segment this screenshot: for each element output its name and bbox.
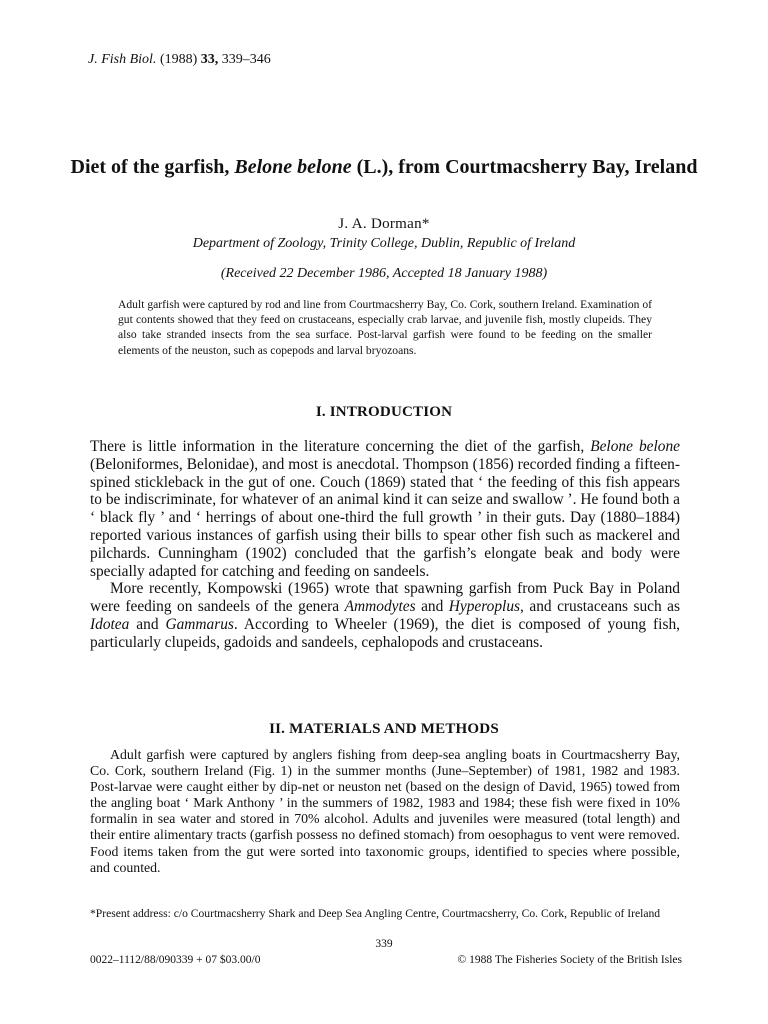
copyright-notice: © 1988 The Fisheries Society of the British Isles [457,954,682,966]
intro-p2-genus-4: Gammarus [165,615,234,633]
journal-year: (1988) [159,52,198,67]
intro-p1-species: Belone belone [590,438,680,455]
journal-citation [88,52,271,68]
paper-title [60,156,708,179]
abstract: Adult garfish were captured by rod and line from Courtmacsherry Bay, Co. Cork, southern Ireland. Examination of gut contents showed that they feed on crustaceans, especially crab larvae, and juvenile fish, mostly clupeids. They also take stranded insects from the sea surface. Post-larval garfish were found to be feeding on the smaller elements of the neuston, such as copepods and larval bryozoans. [118,298,652,357]
title-part-1: Diet of the garfish, [70,156,235,178]
intro-p2-genus-1: Ammodytes [344,598,416,616]
journal-pages: 339–346 [221,52,271,67]
received-dates: (Received 22 December 1986, Accepted 18 January 1988) [220,266,548,281]
introduction-heading: I. INTRODUCTION [315,404,453,420]
journal-volume: 33, [200,52,219,67]
article-code: 0022–1112/88/090339 + 07 $03.00/0 [90,954,261,966]
page-number: 339 [375,938,393,950]
intro-p2-text-a: More recently, Kompowski (1965) wrote that spawning garfish from Puck Bay in Poland were feeding on sandeels of the genera [90,580,680,616]
intro-p2-and-2: and [129,615,166,633]
methods-paragraph-1: Adult garfish were captured by anglers fishing from deep-sea angling boats in Courtmacsherry Bay, Co. Cork, southern Ireland (Fig. 1) in the summer months (June–September) of 1981, 1982 and 1983. Post-larvae were caught either by dip-net or neuston net (based on the design of David, 1965) towed from the angling boat ‘ Mark Anthony ’ in the summers of 1982, 1983 and 1984; these fish were fixed in 10% formalin in sea water and stored in 70% alcohol. Adults and juveniles were measured (total length) and their entire alimentary tracts (garfish possess no defined stomach) from oesophagus to vent were removed. Food items taken from the gut were sorted into taxonomic groups, identified to species where possible, and counted. [90,747,680,875]
methods-body [90,747,680,876]
intro-p2-genus-3: Idotea [90,615,130,633]
intro-paragraph-2 [90,580,680,651]
intro-p2-text-c: . According to Wheeler (1969), the diet is composed of young fish, particularly clupeids, gadoids and sandeels, cephalopods and crustaceans. [90,615,680,651]
footnote: *Present address: c/o Courtmacsherry Shark and Deep Sea Angling Centre, Courtmacsherry, Co. Cork, Republic of Ireland [90,907,661,920]
intro-p2-genus-2: Hyperoplus [448,598,521,616]
intro-paragraph-1 [90,438,680,580]
title-species: Belone belone [234,156,352,178]
intro-p2-and-1: and [415,598,449,616]
intro-p2-text-b: , and crustaceans such as [520,598,681,616]
methods-heading: II. MATERIALS AND METHODS [269,721,499,737]
intro-p1-text-a: There is little information in the literature concerning the diet of the garfish, [90,438,591,455]
title-part-2: (L.), from Courtmacsherry Bay, Ireland [351,156,698,178]
introduction-body [90,438,680,652]
journal-name: J. Fish Biol. [88,52,157,67]
author-name: J. A. Dorman* [338,216,430,232]
author-affiliation: Department of Zoology, Trinity College, Dublin, Republic of Ireland [192,236,576,251]
intro-p1-text-b: (Beloniformes, Belonidae), and most is anecdotal. Thompson (1856) recorded finding a fifteen-spined stickleback in the gut of one. Couch (1869) stated that ‘ the feeding of this fish appears to be indiscriminate, for whatever of an animal kind it can seize and swallow ’. He found both a ‘ black fly ’ and ‘ herrings of about one-third the full growth ’ in their guts. Day (1880–1884) reported various instances of garfish using their bills to spear other fish such as mackerel and pilchards. Cunningham (1902) concluded that the garfish’s elongate beak and body were specially adapted for catching and feeding on sandeels. [90,455,680,580]
